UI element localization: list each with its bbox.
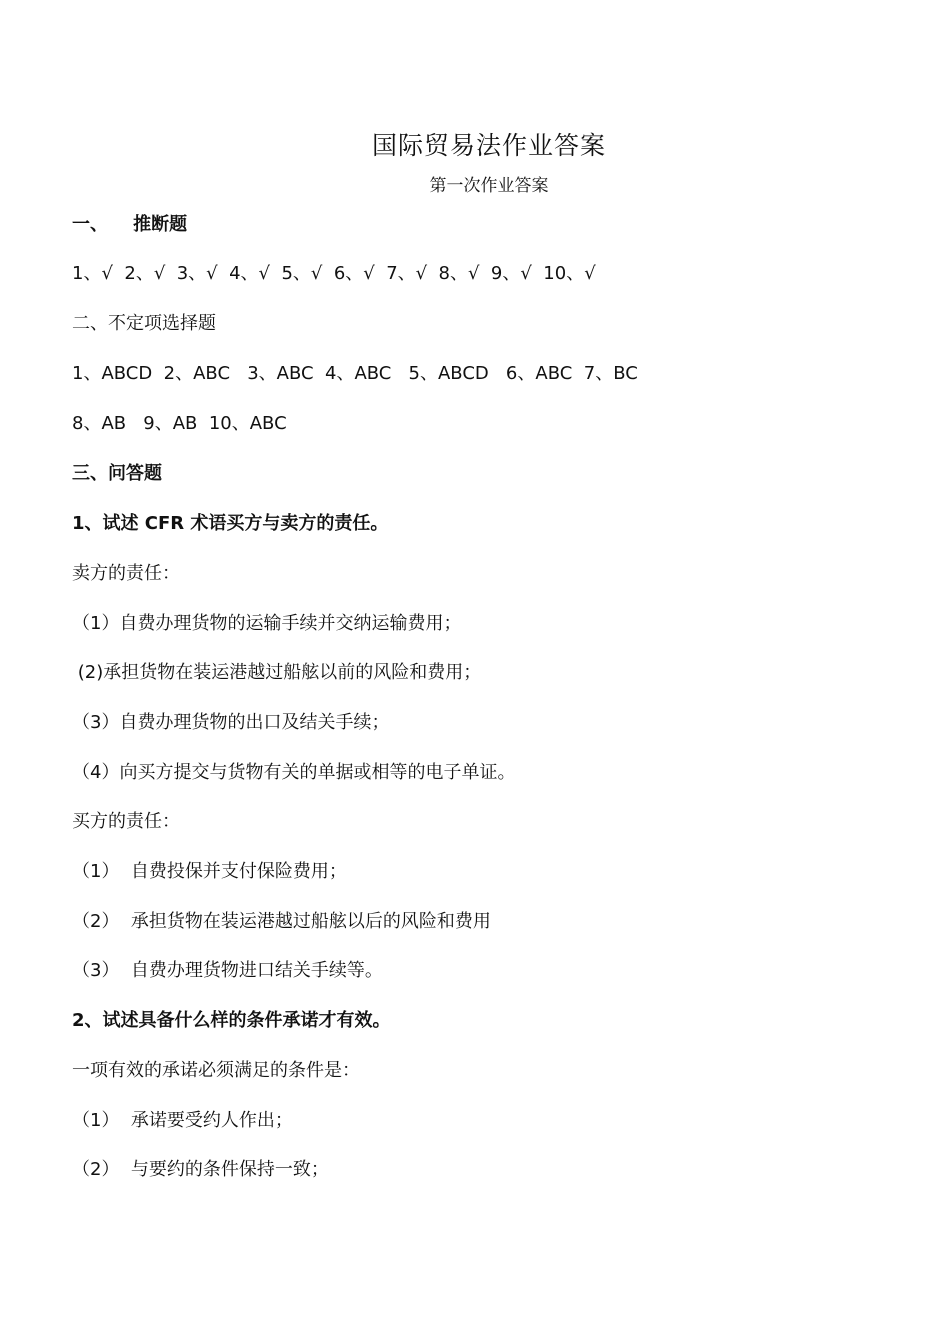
seller-duty-item: （3）自费办理货物的出口及结关手续； <box>72 712 390 733</box>
multiple-choice-answers-row-2: 8、AB 9、AB 10、ABC <box>72 413 287 434</box>
buyer-duties-heading: 买方的责任： <box>72 811 180 832</box>
question-1: 1、试述 CFR 术语买方与卖方的责任。 <box>72 513 389 534</box>
section-heading-judgment: 一、 推断题 <box>72 214 188 235</box>
acceptance-condition-item: （2） 与要约的条件保持一致； <box>72 1159 329 1180</box>
judgment-answers: 1、√ 2、√ 3、√ 4、√ 5、√ 6、√ 7、√ 8、√ 9、√ 10、√ <box>72 263 596 284</box>
section-heading-questions: 三、问答题 <box>72 463 162 484</box>
question-2: 2、试述具备什么样的条件承诺才有效。 <box>72 1010 391 1031</box>
buyer-duty-item: （1） 自费投保并支付保险费用； <box>72 861 347 882</box>
section-heading-multiple-choice: 二、不定项选择题 <box>72 313 216 334</box>
multiple-choice-answers-row-1: 1、ABCD 2、ABC 3、ABC 4、ABC 5、ABCD 6、ABC 7、BC <box>72 363 638 384</box>
buyer-duty-item: （2） 承担货物在装运港越过船舷以后的风险和费用 <box>72 911 491 932</box>
acceptance-conditions-heading: 一项有效的承诺必须满足的条件是： <box>72 1060 360 1081</box>
seller-duty-item: (2)承担货物在装运港越过船舷以前的风险和费用； <box>72 662 482 683</box>
seller-duty-item: （4）向买方提交与货物有关的单据或相等的电子单证。 <box>72 762 516 783</box>
acceptance-condition-item: （1） 承诺要受约人作出； <box>72 1110 293 1131</box>
document-subtitle: 第一次作业答案 <box>429 176 549 196</box>
buyer-duty-item: （3） 自费办理货物进口结关手续等。 <box>72 960 383 981</box>
document-title: 国际贸易法作业答案 <box>371 131 606 160</box>
seller-duties-heading: 卖方的责任： <box>72 563 180 584</box>
seller-duty-item: （1）自费办理货物的运输手续并交纳运输费用； <box>72 613 462 634</box>
